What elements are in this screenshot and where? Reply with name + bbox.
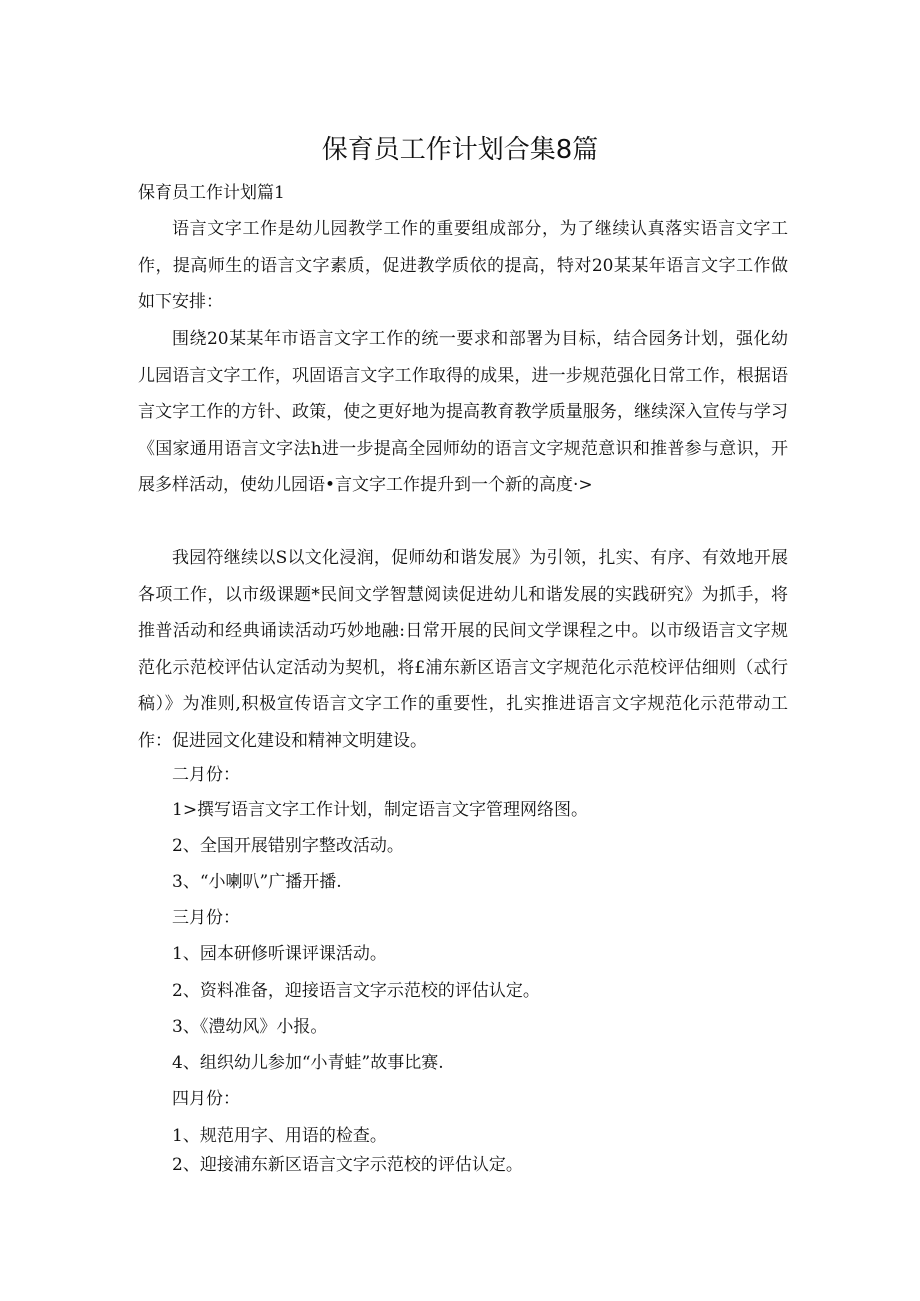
month-heading-february: 二月份： [172, 765, 240, 785]
month-heading-april: 四月份： [172, 1089, 240, 1109]
list-item: 4、组织幼儿参加“小青蛙”故事比赛. [172, 1053, 444, 1073]
document-title: 保育员工作计划合集8篇 [321, 135, 599, 165]
month-heading-march: 三月份： [172, 908, 240, 928]
paragraph-approach: 我园符继续以S以文化浸润，促师幼和谐发展》为引领，扎实、有序、有效地开展各项工作，以市级课题*民间文学智慧阅读促进幼儿和谐发展的实践研究》为抓手，将推普活动和经典诵读活动巧妙地融:日常开展的民间文学课程之中。以市级语言文字规范化示范校评估认定活动为契机，将£浦东新区语言文字规范化示范校评估细则（忒行稿）》为准则,积极宣传语言文字工作的重要性，扎实推进语言文字规范化示范带动工作：促进园文化建设和精神文明建设。 [138, 548, 788, 751]
paragraph-intro: 语言文字工作是幼儿园教学工作的重要组成部分，为了继续认真落实语言文字工作，提高师生的语言文字素质，促进教学质依的提高，特对20某某年语言文字工作做如下安排： [138, 219, 788, 312]
list-item: 1>撰写语言文字工作计划，制定语言文字管理网络图。 [172, 800, 589, 820]
list-item: 1、规范用字、用语的检查。 [172, 1126, 387, 1146]
list-item: 3、“小喇叭”广播开播. [172, 872, 342, 892]
list-item: 3、《澧幼风》小报。 [172, 1017, 328, 1037]
list-item: 2、全国开展错别字整改活动。 [172, 836, 404, 856]
list-item: 2、资料准备，迎接语言文字示范校的评估认定。 [172, 981, 540, 1001]
section-title: 保育员工作计划篇1 [138, 183, 285, 203]
list-item: 1、园本研修听课评课活动。 [172, 944, 387, 964]
paragraph-goals: 围绕20某某年市语言文字工作的统一要求和部署为目标，结合园务计划，强化幼儿园语言文字工作，巩固语言文字工作取得的成果，进一步规范强化日常工作，根据语言文字工作的方针、政策，使之更好地为提高教育教学质量服务，继续深入宣传与学习《国家通用语言文字法h进一步提高全园师幼的语言文字规范意识和推普参与意识，开展多样活动，使幼儿园语•言文字工作提升到一个新的高度·> [138, 329, 788, 495]
list-item: 2、迎接浦东新区语言文字示范校的评估认定。 [172, 1155, 523, 1175]
